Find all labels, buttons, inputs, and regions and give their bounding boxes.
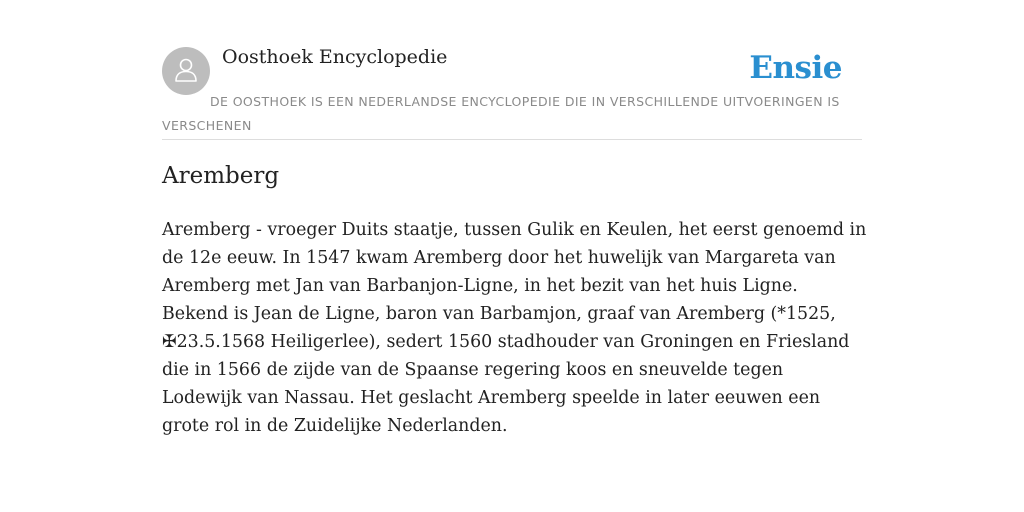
article-body: Aremberg - vroeger Duits staatje, tussen Gulik en Keulen, het eerst genoemd in de 12e eeuw. In 1547 kwam Aremberg door het huwelijk van Margareta van Aremberg met Jan van Barbanjon-Ligne, in het bezit van het huis Ligne. Bekend is Jean de Ligne, baron van Barbamjon, graaf van Aremberg (*1525, ✠23.5.1568 Heiligerlee), sedert 1560 stadhouder van Groningen en Friesland die in 1566 de zijde van de Spaanse regering koos en sneuvelde tegen Lodewijk van Nassau. Het geslacht Aremberg speelde in later eeuwen een grote rol in de Zuidelijke Nederlanden. (162, 220, 867, 436)
header (162, 0, 862, 140)
site-name-link[interactable]: Oosthoek Encyclopedie (222, 46, 448, 68)
site-tagline: DE OOSTHOEK IS EEN NEDERLANDSE ENCYCLOPEDIE DIE IN VERSCHILLENDE UITVOERINGEN IS VERSCHENEN (162, 94, 840, 133)
ensie-logo[interactable]: Ensie (749, 50, 842, 86)
page-container (162, 0, 867, 436)
article-title: Aremberg (162, 163, 280, 189)
avatar[interactable] (162, 47, 210, 95)
user-icon (171, 54, 201, 88)
